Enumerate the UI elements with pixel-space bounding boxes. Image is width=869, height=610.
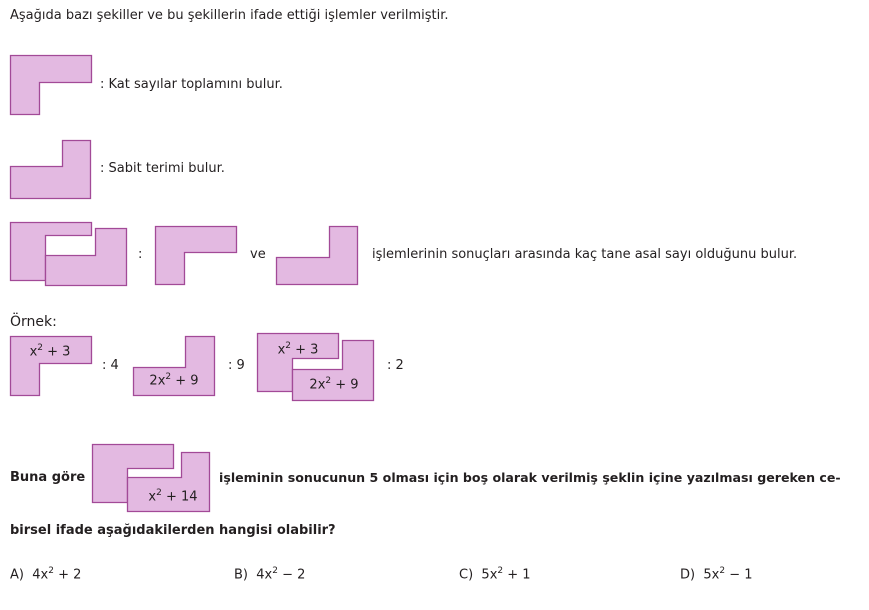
question-prefix: Buna göre — [10, 470, 86, 485]
rule2-text: : Sabit terimi bulur. — [100, 161, 225, 176]
example-heading: Örnek: — [10, 314, 57, 330]
option-d[interactable]: D) $5x^2 - 1$ — [680, 566, 753, 583]
example3-result: : 2 — [387, 358, 404, 373]
example1-expression: $x^2 + 3$ — [29, 343, 71, 360]
rule3-text: işlemlerinin sonuçları arasında kaç tane asal sayı olduğunu bulur. — [372, 247, 798, 262]
shape-combined-prime-count — [10, 222, 128, 286]
shape-constant-term-small — [276, 226, 358, 285]
option-c[interactable]: C) $5x^2 + 1$ — [459, 566, 531, 583]
rule3-ve: ve — [250, 247, 266, 262]
rule1-text: : Kat sayılar toplamını bulur. — [100, 77, 283, 92]
intro-text: Aşağıda bazı şekiller ve bu şekillerin ifade ettiği işlemler verilmiştir. — [10, 8, 449, 23]
example2-expression: $2x^2 + 9$ — [149, 372, 199, 389]
example3-top-expression: $x^2 + 3$ — [277, 341, 319, 358]
shape-coefficient-sum — [10, 55, 92, 115]
shape-constant-term — [10, 140, 91, 199]
question-line2: birsel ifade aşağıdakilerden hangisi olabilir? — [10, 523, 336, 538]
question-shape-expression: $x^2 + 14$ — [148, 488, 198, 505]
example2-result: : 9 — [228, 358, 245, 373]
shape-coefficient-sum-small — [155, 226, 237, 285]
option-a[interactable]: A) $4x^2 + 2$ — [10, 566, 82, 583]
option-b[interactable]: B) $4x^2 - 2$ — [234, 566, 306, 583]
question-suffix: işleminin sonucunun 5 olması için boş olarak verilmiş şeklin içine yazılması gereken ce- — [219, 470, 841, 485]
example1-result: : 4 — [102, 358, 119, 373]
rule3-colon: : — [138, 247, 143, 262]
example3-bottom-expression: $2x^2 + 9$ — [309, 376, 359, 393]
